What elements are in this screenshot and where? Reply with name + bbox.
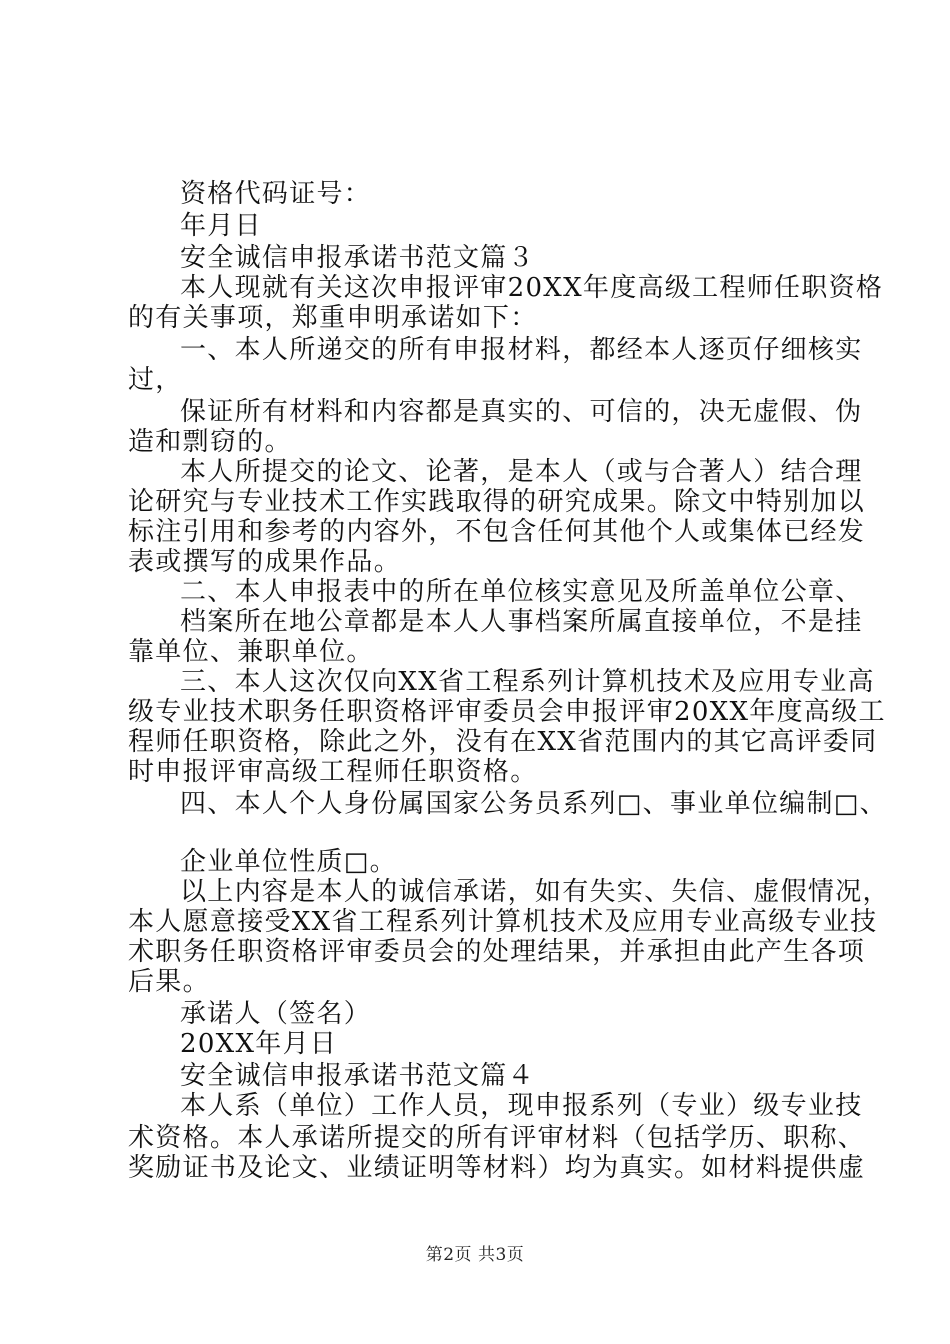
text-line: 本人系（单位）工作人员，现申报系列（专业）级专业技 bbox=[180, 1091, 863, 1121]
section-heading: 安全诚信申报承诺书范文篇３ bbox=[180, 243, 535, 273]
text-line: 资格代码证号： bbox=[180, 179, 372, 209]
text-line: 一、本人所递交的所有申报材料，都经本人逐页仔细核实 bbox=[180, 335, 863, 365]
text-line: 论研究与专业技术工作实践取得的研究成果。除文中特别加以 bbox=[128, 487, 866, 517]
text-line: 年月日 bbox=[180, 211, 262, 241]
text-line: 档案所在地公章都是本人人事档案所属直接单位，不是挂 bbox=[180, 607, 863, 637]
text-line: 表或撰写的成果作品。 bbox=[128, 547, 402, 577]
text-line: 三、本人这次仅向XX省工程系列计算机技术及应用专业高 bbox=[180, 667, 875, 697]
text-line: 程师任职资格，除此之外，没有在XX省范围内的其它高评委同 bbox=[128, 727, 878, 757]
text-line: 过， bbox=[128, 365, 183, 395]
text-line: 本人现就有关这次申报评审20XX年度高级工程师任职资格 bbox=[180, 273, 884, 303]
text-line: 奖励证书及论文、业绩证明等材料）均为真实。如材料提供虚 bbox=[128, 1153, 866, 1183]
text-line: 本人所提交的论文、论著，是本人（或与合著人）结合理 bbox=[180, 457, 863, 487]
page-number-footer: 第2页 共3页 bbox=[425, 1245, 525, 1265]
text-line: 造和剽窃的。 bbox=[128, 427, 292, 457]
text-line: 企业单位性质□。 bbox=[180, 847, 397, 877]
text-line: 以上内容是本人的诚信承诺，如有失实、失信、虚假情况， bbox=[180, 877, 890, 907]
text-line: 术职务任职资格评审委员会的处理结果，并承担由此产生各项 bbox=[128, 937, 866, 967]
signature-label: 承诺人（签名） bbox=[180, 999, 372, 1029]
text-line: 时申报评审高级工程师任职资格。 bbox=[128, 757, 538, 787]
text-line: 标注引用和参考的内容外，不包含任何其他个人或集体已经发 bbox=[128, 517, 866, 547]
text-line: 术资格。本人承诺所提交的所有评审材料（包括学历、职称、 bbox=[128, 1123, 866, 1153]
date-line: 20XX年月日 bbox=[180, 1029, 338, 1059]
text-line: 保证所有材料和内容都是真实的、可信的，决无虚假、伪 bbox=[180, 397, 863, 427]
text-line: 靠单位、兼职单位。 bbox=[128, 637, 374, 667]
text-line: 四、本人个人身份属国家公务员系列□、事业单位编制□、 bbox=[180, 789, 887, 819]
text-line: 后果。 bbox=[128, 967, 210, 997]
text-line: 本人愿意接受XX省工程系列计算机技术及应用专业高级专业技 bbox=[128, 907, 878, 937]
text-line: 级专业技术职务任职资格评审委员会申报评审20XX年度高级工 bbox=[128, 697, 886, 727]
text-line: 二、本人申报表中的所在单位核实意见及所盖单位公章、 bbox=[180, 577, 863, 607]
text-line: 的有关事项，郑重申明承诺如下： bbox=[128, 303, 538, 333]
section-heading: 安全诚信申报承诺书范文篇４ bbox=[180, 1061, 535, 1091]
